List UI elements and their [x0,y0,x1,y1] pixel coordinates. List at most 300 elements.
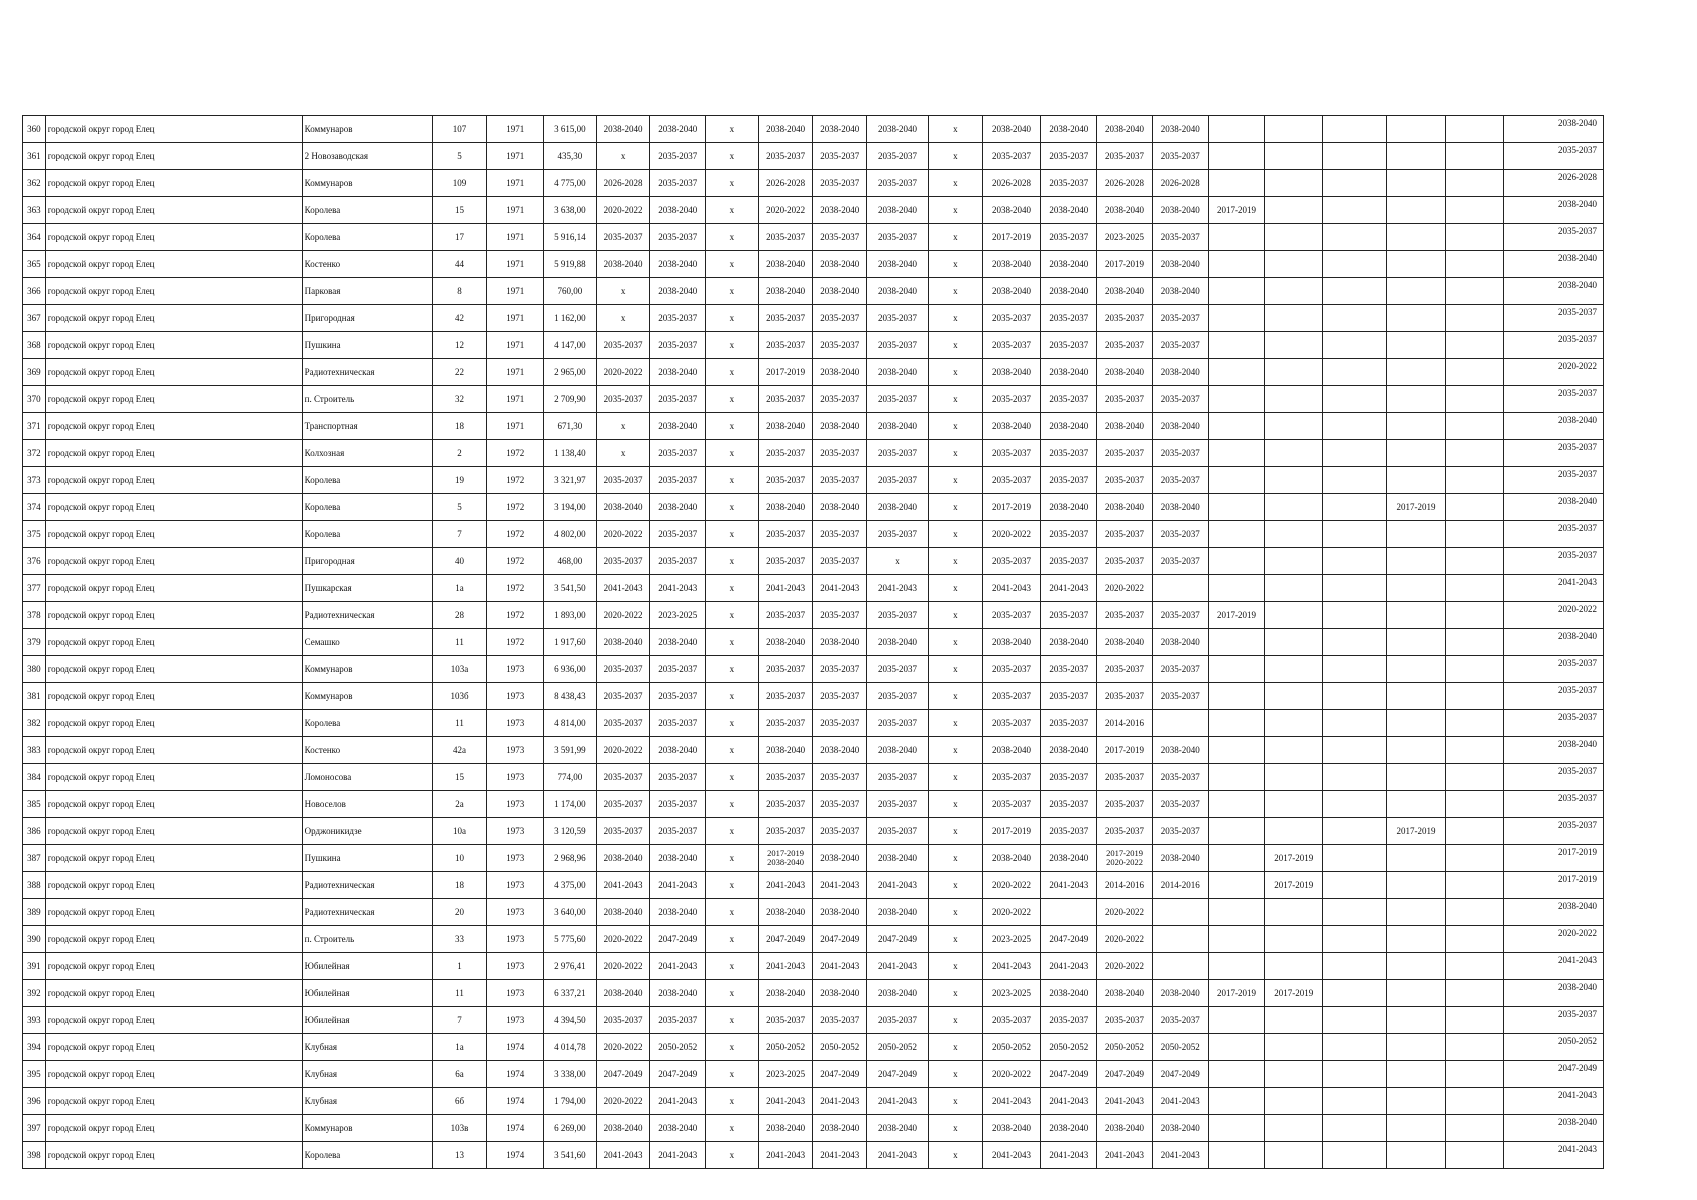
house-number-cell: 18 [432,413,487,440]
period-cell: 2035-2037 [982,1007,1041,1034]
street-cell: Пригородная [302,548,432,575]
period-cell: 2038-2040 [1041,629,1097,656]
final-period-cell: 2047-2049 [1503,1061,1603,1088]
period-cell [1323,494,1387,521]
period-cell: 2041-2043 [867,953,929,980]
period-cell: 2035-2037 [758,710,813,737]
period-cell: 2038-2040 [867,413,929,440]
period-cell: x [928,143,982,170]
period-cell: 2020-2022 [596,521,650,548]
municipality-cell: городской округ город Елец [45,872,302,899]
period-cell [1445,980,1503,1007]
period-cell: 2035-2037 [1041,683,1097,710]
row-number-cell: 383 [23,737,46,764]
period-cell [1265,440,1323,467]
period-cell: 2041-2043 [596,575,650,602]
table-row [23,629,1604,656]
period-cell: 2035-2037 [758,224,813,251]
table-row [23,710,1604,737]
municipality-cell: городской округ город Елец [45,332,302,359]
period-cell [1445,845,1503,872]
period-cell: 2035-2037 [813,683,867,710]
municipality-cell: городской округ город Елец [45,1061,302,1088]
period-cell [1265,386,1323,413]
period-cell: x [706,197,759,224]
period-cell: 2041-2043 [1152,1142,1208,1169]
period-cell: 2020-2022 [982,872,1041,899]
row-number-cell: 371 [23,413,46,440]
period-cell: 2035-2037 [1041,1007,1097,1034]
final-period-cell: 2038-2040 [1503,251,1603,278]
period-cell [1208,899,1265,926]
period-cell [1208,305,1265,332]
street-cell: Клубная [302,1088,432,1115]
period-cell: 2035-2037 [1041,143,1097,170]
period-cell: 2050-2052 [1041,1034,1097,1061]
period-cell: 2035-2037 [982,467,1041,494]
period-cell [1445,926,1503,953]
row-number-cell: 397 [23,1115,46,1142]
house-number-cell: 107 [432,116,487,143]
build-year-cell: 1972 [487,440,544,467]
house-number-cell: 2 [432,440,487,467]
build-year-cell: 1973 [487,710,544,737]
period-cell: 2020-2022 [596,1088,650,1115]
period-cell: 2041-2043 [867,872,929,899]
area-cell: 3 541,50 [544,575,597,602]
period-cell: 2047-2049 [1097,1061,1153,1088]
period-cell: x [928,899,982,926]
period-cell: x [706,899,759,926]
period-cell: 2038-2040 [813,629,867,656]
street-cell: Костенко [302,251,432,278]
table-row [23,116,1604,143]
row-number-cell: 362 [23,170,46,197]
period-cell: x [706,953,759,980]
area-cell: 468,00 [544,548,597,575]
area-cell: 4 814,00 [544,710,597,737]
period-cell: x [928,575,982,602]
period-cell: 2038-2040 [867,197,929,224]
area-cell: 1 138,40 [544,440,597,467]
period-cell: 2035-2037 [758,548,813,575]
period-cell: x [706,791,759,818]
period-cell [1323,1034,1387,1061]
period-cell: 2038-2040 [867,899,929,926]
period-cell: 2041-2043 [867,1142,929,1169]
period-cell [1265,305,1323,332]
period-cell: 2038-2040 [1152,359,1208,386]
period-cell: 2035-2037 [1041,170,1097,197]
period-cell [1208,575,1265,602]
row-number-cell: 394 [23,1034,46,1061]
period-cell: x [706,548,759,575]
street-cell: Королева [302,494,432,521]
period-cell: x [706,440,759,467]
period-cell: 2035-2037 [1041,791,1097,818]
period-cell: x [706,1088,759,1115]
period-cell: 2020-2022 [1097,926,1153,953]
area-cell: 3 338,00 [544,1061,597,1088]
period-cell [1387,251,1446,278]
house-number-cell: 109 [432,170,487,197]
period-cell: 2035-2037 [596,818,650,845]
period-cell: 2035-2037 [1041,764,1097,791]
period-cell [1265,467,1323,494]
period-cell: x [928,683,982,710]
house-number-cell: 103в [432,1115,487,1142]
period-cell: 2038-2040 [867,251,929,278]
period-cell [1152,899,1208,926]
area-cell: 6 337,21 [544,980,597,1007]
period-cell: x [706,926,759,953]
period-cell [1387,656,1446,683]
house-number-cell: 40 [432,548,487,575]
period-cell: 2038-2040 [813,845,867,872]
period-cell: 2038-2040 [596,899,650,926]
period-cell [1387,683,1446,710]
period-cell [1387,143,1446,170]
period-cell: 2038-2040 [1041,359,1097,386]
period-cell [1445,1088,1503,1115]
period-cell: 2038-2040 [650,197,706,224]
period-cell: 2035-2037 [596,764,650,791]
period-cell [1265,791,1323,818]
final-period-cell: 2026-2028 [1503,170,1603,197]
period-cell [1387,872,1446,899]
period-cell: 2017-2019 [1265,872,1323,899]
period-cell: 2035-2037 [596,656,650,683]
period-cell: 2047-2049 [867,926,929,953]
period-cell: 2041-2043 [650,1142,706,1169]
period-cell: 2017-2019 [982,224,1041,251]
period-cell [1265,818,1323,845]
period-cell: 2047-2049 [650,1061,706,1088]
period-cell: 2035-2037 [1041,305,1097,332]
period-cell: x [596,440,650,467]
period-cell: x [706,629,759,656]
period-cell: 2035-2037 [650,143,706,170]
period-cell [1387,980,1446,1007]
final-period-cell: 2020-2022 [1503,359,1603,386]
period-cell: x [706,1061,759,1088]
period-cell: 2038-2040 [650,845,706,872]
period-cell: x [706,170,759,197]
house-number-cell: 32 [432,386,487,413]
final-period-cell: 2035-2037 [1503,710,1603,737]
period-cell: 2035-2037 [867,386,929,413]
period-cell: 2035-2037 [982,764,1041,791]
period-cell: 2038-2040 [650,494,706,521]
period-cell [1265,1007,1323,1034]
area-cell: 1 174,00 [544,791,597,818]
build-year-cell: 1971 [487,224,544,251]
period-cell: 2038-2040 [1152,197,1208,224]
period-cell: 2017-2019 2038-2040 [758,845,813,872]
area-cell: 3 194,00 [544,494,597,521]
period-cell [1265,1142,1323,1169]
table-row [23,872,1604,899]
period-cell: x [928,818,982,845]
municipality-cell: городской округ город Елец [45,359,302,386]
period-cell: 2050-2052 [867,1034,929,1061]
period-cell: 2035-2037 [982,548,1041,575]
period-cell: 2038-2040 [758,1115,813,1142]
period-cell: 2035-2037 [1152,521,1208,548]
house-number-cell: 18 [432,872,487,899]
area-cell: 3 638,00 [544,197,597,224]
period-cell: 2035-2037 [758,764,813,791]
period-cell: 2035-2037 [596,548,650,575]
municipality-cell: городской округ город Елец [45,116,302,143]
row-number-cell: 375 [23,521,46,548]
period-cell: 2035-2037 [1152,548,1208,575]
row-number-cell: 398 [23,1142,46,1169]
period-cell [1208,764,1265,791]
final-period-cell: 2050-2052 [1503,1034,1603,1061]
period-cell: x [706,224,759,251]
period-cell [1208,548,1265,575]
period-cell [1387,1115,1446,1142]
period-cell: 2020-2022 [596,926,650,953]
period-cell [1387,1061,1446,1088]
period-cell: x [706,575,759,602]
build-year-cell: 1972 [487,467,544,494]
final-period-cell: 2017-2019 [1503,872,1603,899]
period-cell [1323,359,1387,386]
period-cell [1323,683,1387,710]
period-cell: x [928,548,982,575]
house-number-cell: 44 [432,251,487,278]
period-cell: 2035-2037 [1097,791,1153,818]
period-cell [1265,332,1323,359]
period-cell: 2038-2040 [596,980,650,1007]
period-cell [1323,764,1387,791]
period-cell: 2026-2028 [596,170,650,197]
period-cell [1265,953,1323,980]
period-cell: 2035-2037 [1041,656,1097,683]
build-year-cell: 1973 [487,899,544,926]
build-year-cell: 1971 [487,251,544,278]
period-cell: 2038-2040 [650,629,706,656]
period-cell: 2020-2022 [596,197,650,224]
period-cell [1445,359,1503,386]
period-cell: x [928,926,982,953]
period-cell: 2035-2037 [867,764,929,791]
table-row [23,1088,1604,1115]
period-cell: x [928,656,982,683]
build-year-cell: 1971 [487,278,544,305]
period-cell [1208,656,1265,683]
period-cell: x [928,305,982,332]
period-cell [1208,872,1265,899]
final-period-cell: 2041-2043 [1503,1142,1603,1169]
period-cell: 2035-2037 [1152,386,1208,413]
period-cell [1323,953,1387,980]
build-year-cell: 1971 [487,197,544,224]
period-cell [1265,359,1323,386]
table-row [23,278,1604,305]
municipality-cell: городской округ город Елец [45,1034,302,1061]
period-cell: 2026-2028 [982,170,1041,197]
period-cell [1152,575,1208,602]
period-cell [1265,602,1323,629]
period-cell: x [867,548,929,575]
final-period-cell: 2017-2019 [1503,845,1603,872]
street-cell: Семашко [302,629,432,656]
row-number-cell: 365 [23,251,46,278]
house-number-cell: 1а [432,1034,487,1061]
period-cell [1323,1142,1387,1169]
period-cell: 2035-2037 [1041,818,1097,845]
period-cell [1387,629,1446,656]
period-cell: 2017-2019 [1387,494,1446,521]
period-cell: 2038-2040 [1152,251,1208,278]
period-cell: x [596,413,650,440]
period-cell [1208,710,1265,737]
period-cell: x [928,467,982,494]
table-row [23,251,1604,278]
period-cell: 2041-2043 [1041,872,1097,899]
period-cell: 2026-2028 [1097,170,1153,197]
period-cell [1445,602,1503,629]
period-cell: 2017-2019 [758,359,813,386]
period-cell: 2035-2037 [813,1007,867,1034]
period-cell [1208,386,1265,413]
period-cell: 2041-2043 [650,872,706,899]
period-cell: 2038-2040 [867,980,929,1007]
final-period-cell: 2038-2040 [1503,116,1603,143]
period-cell: x [596,305,650,332]
period-cell [1445,170,1503,197]
municipality-cell: городской округ город Елец [45,251,302,278]
period-cell [1208,629,1265,656]
period-cell: 2041-2043 [982,1088,1041,1115]
build-year-cell: 1974 [487,1034,544,1061]
period-cell: 2023-2025 [1097,224,1153,251]
row-number-cell: 366 [23,278,46,305]
street-cell: Королева [302,467,432,494]
street-cell: Королева [302,710,432,737]
table-row [23,926,1604,953]
period-cell [1387,845,1446,872]
final-period-cell: 2035-2037 [1503,467,1603,494]
house-number-cell: 2а [432,791,487,818]
period-cell: 2041-2043 [596,872,650,899]
period-cell [1265,656,1323,683]
area-cell: 435,30 [544,143,597,170]
period-cell: 2035-2037 [813,386,867,413]
period-cell: 2014-2016 [1097,710,1153,737]
period-cell: 2038-2040 [1097,629,1153,656]
street-cell: Королева [302,224,432,251]
row-number-cell: 369 [23,359,46,386]
period-cell: 2038-2040 [650,251,706,278]
period-cell: 2041-2043 [1097,1142,1153,1169]
period-cell: 2050-2052 [982,1034,1041,1061]
period-cell: 2035-2037 [813,332,867,359]
period-cell [1265,1061,1323,1088]
house-number-cell: 42а [432,737,487,764]
final-period-cell: 2035-2037 [1503,548,1603,575]
street-cell: Орджоникидзе [302,818,432,845]
period-cell: 2041-2043 [596,1142,650,1169]
period-cell: x [928,1115,982,1142]
period-cell [1265,413,1323,440]
period-cell: 2017-2019 [1208,980,1265,1007]
period-cell [1387,926,1446,953]
period-cell: 2035-2037 [758,386,813,413]
period-cell [1208,332,1265,359]
period-cell: x [928,224,982,251]
period-cell: 2035-2037 [1097,683,1153,710]
period-cell: 2038-2040 [650,1115,706,1142]
period-cell: 2038-2040 [982,197,1041,224]
row-number-cell: 388 [23,872,46,899]
row-number-cell: 377 [23,575,46,602]
period-cell [1387,764,1446,791]
period-cell: x [706,413,759,440]
area-cell: 2 709,90 [544,386,597,413]
street-cell: Пушкина [302,332,432,359]
row-number-cell: 368 [23,332,46,359]
area-cell: 3 640,00 [544,899,597,926]
period-cell [1387,116,1446,143]
period-cell: 2035-2037 [1041,521,1097,548]
period-cell: 2041-2043 [1041,575,1097,602]
street-cell: Королева [302,521,432,548]
period-cell: 2038-2040 [982,737,1041,764]
period-cell: 2038-2040 [1097,197,1153,224]
table-row [23,440,1604,467]
period-cell: 2041-2043 [813,953,867,980]
period-cell [1323,116,1387,143]
period-cell [1445,656,1503,683]
table-row [23,1007,1604,1034]
table-row [23,359,1604,386]
row-number-cell: 364 [23,224,46,251]
period-cell: x [706,305,759,332]
period-cell: 2035-2037 [1152,764,1208,791]
period-cell: 2038-2040 [813,359,867,386]
municipality-cell: городской округ город Елец [45,656,302,683]
period-cell: 2017-2019 [1387,818,1446,845]
period-cell: 2035-2037 [813,305,867,332]
period-cell: 2038-2040 [596,629,650,656]
row-number-cell: 382 [23,710,46,737]
period-cell: 2038-2040 [1041,116,1097,143]
area-cell: 3 321,97 [544,467,597,494]
period-cell: 2038-2040 [813,899,867,926]
period-cell [1445,251,1503,278]
area-cell: 1 162,00 [544,305,597,332]
period-cell: 2038-2040 [596,251,650,278]
final-period-cell: 2038-2040 [1503,413,1603,440]
period-cell [1323,737,1387,764]
period-cell: 2023-2025 [650,602,706,629]
build-year-cell: 1971 [487,170,544,197]
period-cell: 2035-2037 [596,710,650,737]
period-cell [1445,548,1503,575]
period-cell [1323,143,1387,170]
house-number-cell: 17 [432,224,487,251]
period-cell: 2020-2022 [982,1061,1041,1088]
period-cell [1387,1088,1446,1115]
period-cell: x [928,845,982,872]
period-cell: 2035-2037 [596,1007,650,1034]
area-cell: 671,30 [544,413,597,440]
period-cell [1208,1061,1265,1088]
